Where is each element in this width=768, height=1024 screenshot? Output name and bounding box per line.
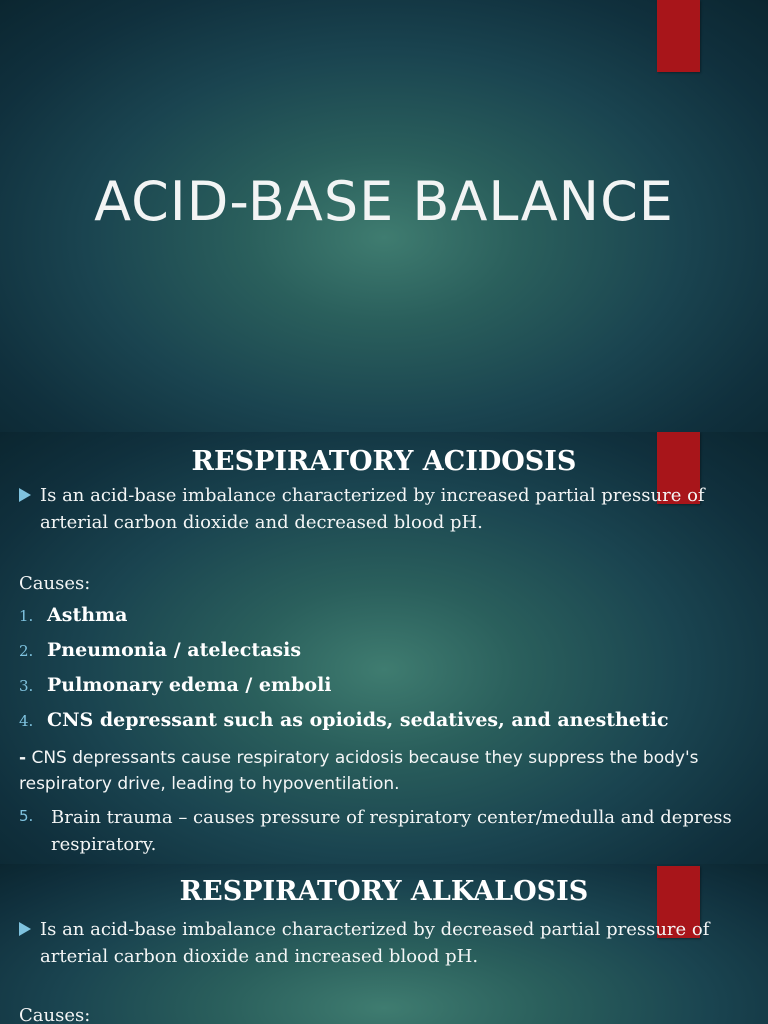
list-number: 3.	[19, 677, 34, 695]
list-number: 1.	[19, 607, 34, 625]
list-number: 5.	[19, 807, 34, 825]
title-slide	[0, 0, 768, 432]
cns-note	[19, 745, 739, 797]
list-item-text: Pneumonia / atelectasis	[47, 639, 302, 661]
causes-label: Causes:	[19, 573, 91, 594]
list-item	[19, 639, 759, 674]
list-item	[19, 674, 759, 709]
list-number: 2.	[19, 642, 34, 660]
list-item	[19, 604, 759, 639]
respiratory-acidosis-slide	[0, 432, 768, 864]
slide-title: ACID-BASE BALANCE	[94, 170, 674, 233]
causes-label: Causes:	[19, 1005, 91, 1024]
list-item-text: CNS depressant such as opioids, sedatives, and anesthetic	[47, 709, 669, 731]
triangle-bullet-icon	[19, 488, 31, 502]
red-accent-tab	[657, 0, 700, 72]
definition-text: Is an acid-base imbalance characterized by decreased partial pressure of arterial carbon dioxide and increased blood pH.	[40, 919, 710, 967]
definition-bullet	[19, 482, 749, 536]
list-item-text: Brain trauma – causes pressure of respiratory center/medulla and depress respiratory.	[51, 807, 732, 855]
triangle-bullet-icon	[19, 922, 31, 936]
list-item-text: Pulmonary edema / emboli	[47, 674, 332, 696]
section-heading: RESPIRATORY ALKALOSIS	[179, 876, 589, 907]
list-item-text: Asthma	[47, 604, 128, 626]
respiratory-alkalosis-slide	[0, 864, 768, 1024]
list-number: 4.	[19, 712, 34, 730]
note-dash: -	[19, 748, 27, 768]
causes-list	[19, 604, 759, 744]
note-text: CNS depressants cause respiratory acidosis because they suppress the body's respiratory drive, leading to hypoventilation.	[19, 748, 699, 794]
definition-text: Is an acid-base imbalance characterized by increased partial pressure of arterial carbon dioxide and decreased blood pH.	[40, 485, 705, 533]
section-heading: RESPIRATORY ACIDOSIS	[191, 446, 577, 477]
definition-bullet	[19, 916, 749, 970]
list-item	[19, 804, 739, 858]
list-item	[19, 709, 759, 744]
